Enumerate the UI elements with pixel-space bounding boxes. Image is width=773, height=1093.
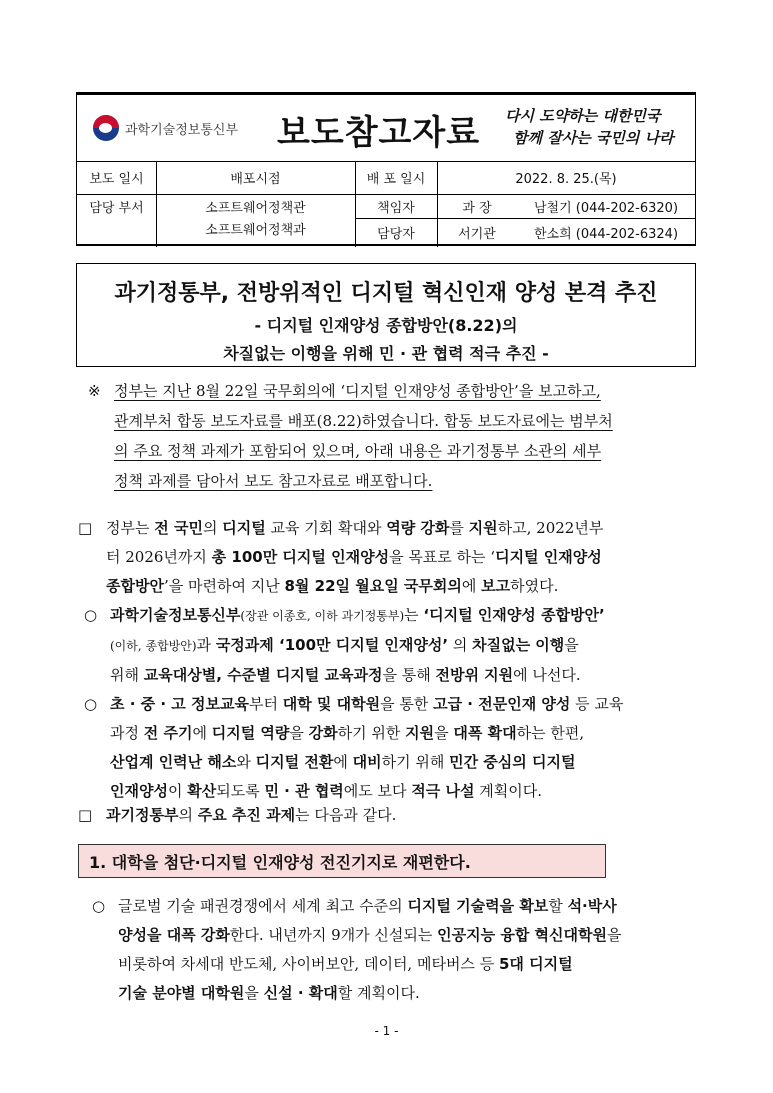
text: ‘디지털 인재양성 종합방안’ — [423, 606, 605, 624]
text: 등 교육 — [570, 695, 624, 713]
paragraph-5 — [92, 892, 708, 1008]
p3-line1 — [110, 690, 708, 719]
text: 8월 22일 월요일 국무회의 — [284, 577, 462, 595]
resp-title: 과 장 — [462, 200, 492, 216]
circle-bullet: ○ — [92, 897, 106, 915]
dept-value-2: 소프트웨어정책과 — [205, 223, 306, 238]
text: 과 — [196, 636, 216, 654]
text: 민간 중심의 디지털 — [449, 753, 576, 771]
text: 국정과제 ‘100만 디지털 인재양성’ — [215, 636, 449, 654]
text: 디지털 — [222, 519, 266, 537]
text: 확산 — [187, 782, 217, 800]
p3-line3 — [110, 748, 708, 777]
text: 전 국민 — [154, 519, 203, 537]
text: 하고, 2022년부 — [497, 519, 604, 537]
text: 인공지능 융합 혁신대학원 — [437, 926, 607, 944]
government-slogan — [505, 105, 685, 149]
page-number: - 1 - — [374, 1024, 399, 1038]
text: 차질없는 이행 — [472, 636, 565, 654]
release-value: 배포시점 — [230, 172, 281, 187]
text: 을 통해 — [382, 666, 436, 684]
text: 디지털 역량 — [211, 724, 290, 742]
contact-title: 서기관 — [458, 226, 496, 242]
text: 을 — [564, 636, 579, 654]
text: 대폭 확대 — [453, 724, 517, 742]
text: (이하, 종합방안) — [110, 639, 197, 653]
ministry-name: 과학기술정보통신부 — [125, 122, 239, 138]
paragraph-2 — [84, 601, 708, 690]
p3-line2 — [110, 719, 708, 748]
text: 교육대상별, 수준별 디지털 교육과정 — [143, 666, 383, 684]
text: 에 나선다. — [513, 666, 581, 684]
text: 정부는 — [106, 519, 155, 537]
doc-type-title: 보도참고자료 — [277, 113, 481, 153]
headline-title: 과기정통부, 전방위적인 디지털 혁신인재 양성 본격 추진 — [114, 281, 658, 306]
text: 에 — [461, 577, 482, 595]
text: 디지털 인재양성 — [495, 548, 602, 566]
p5-line4 — [118, 979, 708, 1008]
text: 을 — [607, 926, 622, 944]
text: 에 — [333, 753, 353, 771]
text: 지원 — [468, 519, 498, 537]
text: 을 목표로 하는 ‘ — [389, 548, 496, 566]
text: 을 — [289, 724, 309, 742]
text: 하는 한편, — [516, 724, 585, 742]
text: 을 통한 — [380, 695, 434, 713]
resp-name: 남철기 (044-202-6320) — [533, 200, 679, 216]
header-banner — [77, 95, 695, 162]
text: 이 — [167, 782, 188, 800]
p1-line1 — [106, 514, 708, 543]
release-label: 보도 일시 — [89, 172, 144, 187]
text: 과학기술정보통신부 — [110, 606, 241, 624]
contact-label: 담당자 — [377, 226, 415, 242]
p1-line3 — [106, 572, 708, 601]
text: 인재양성 — [110, 782, 168, 800]
notice-line2: 관계부처 합동 보도자료를 배포(8.22)하였습니다. 합동 보도자료에는 범부처 — [114, 412, 613, 430]
text: ’을 마련하여 지난 — [163, 577, 285, 595]
dist-label: 배 포 일시 — [366, 172, 426, 187]
p2-line1 — [110, 601, 708, 631]
text: 는 다음과 같다. — [295, 806, 397, 824]
text: 하였다. — [510, 577, 559, 595]
text: 을 — [434, 724, 454, 742]
text: 보고 — [481, 577, 511, 595]
p5-line2 — [118, 921, 708, 950]
text: 하기 위한 — [337, 724, 406, 742]
text: 신설 · 확대 — [263, 984, 338, 1002]
dept-value — [156, 196, 355, 244]
headline-box — [76, 263, 696, 367]
text: 전 주기 — [143, 724, 193, 742]
dept-value-1: 소프트웨어정책관 — [205, 201, 306, 216]
text: 총 100만 디지털 인재양성 — [211, 548, 390, 566]
text: 할 — [548, 897, 568, 915]
text: 부터 — [248, 695, 283, 713]
text: 글로벌 기술 패권경쟁에서 세계 최고 수준의 — [118, 897, 408, 915]
ministry-logo — [93, 115, 238, 141]
text: 되도록 — [216, 782, 265, 800]
reference-mark: ※ — [88, 382, 101, 400]
slogan-line2: 함께 잘사는 국민의 나라 — [513, 129, 674, 147]
square-bullet: □ — [78, 519, 93, 537]
p1-line2 — [106, 543, 708, 572]
text: 비롯하여 차세대 반도체, 사이버보안, 데이터, 메타버스 등 — [118, 955, 499, 973]
text: 와 — [236, 753, 256, 771]
text: (장관 이종호, 이하 과기정통부) — [240, 609, 405, 623]
text: 을 — [244, 984, 264, 1002]
text: 역량 강화 — [386, 519, 450, 537]
headline-sub2: 차질없는 이행을 위해 민 · 관 협력 적극 추진 - — [223, 344, 549, 363]
text: 기술 분야별 대학원 — [118, 984, 245, 1002]
paragraph-3 — [84, 690, 708, 806]
text: 강화 — [308, 724, 338, 742]
text: 대비 — [352, 753, 382, 771]
section-heading-1: 1. 대학을 첨단·디지털 인재양성 전진기지로 재편한다. — [78, 844, 606, 878]
circle-bullet: ○ — [84, 606, 98, 624]
text: 적극 나설 — [411, 782, 475, 800]
text: 고급 · 전문인재 양성 — [433, 695, 571, 713]
text: 과기정통부 — [106, 806, 179, 824]
text: 한다. 내년까지 9개가 신설되는 — [229, 926, 438, 944]
notice-line1: 정부는 지난 8월 22일 국무회의에 ‘디지털 인재양성 종합방안’을 보고하고, — [114, 382, 601, 400]
text: 터 2026년까지 — [106, 548, 212, 566]
circle-bullet: ○ — [84, 695, 98, 713]
text: 할 계획이다. — [337, 984, 420, 1002]
paragraph-4 — [78, 801, 708, 830]
text: 전방위 지원 — [435, 666, 514, 684]
square-bullet: □ — [78, 806, 93, 824]
paragraph-1 — [78, 514, 708, 601]
contact-name: 한소희 (044-202-6324) — [533, 226, 679, 242]
dept-label: 담당 부서 — [89, 200, 144, 216]
text: 대학 및 대학원 — [282, 695, 381, 713]
text: 민 · 관 협력 — [264, 782, 344, 800]
text: 산업계 인력난 해소 — [110, 753, 237, 771]
notice-block — [88, 376, 704, 496]
text: 종합방안 — [106, 577, 164, 595]
text: 디지털 전환 — [255, 753, 334, 771]
header-table — [76, 92, 696, 246]
text: 의 — [202, 519, 223, 537]
text: 디지털 기술력을 확보 — [407, 897, 549, 915]
text: 하기 위해 — [381, 753, 450, 771]
text: 에 — [192, 724, 212, 742]
text: 5대 디지털 — [498, 955, 573, 973]
text: 양성을 대폭 강화 — [118, 926, 230, 944]
taegeuk-icon — [93, 115, 119, 141]
text: 를 — [449, 519, 469, 537]
p2-line3 — [110, 661, 708, 690]
text: 위해 — [110, 666, 144, 684]
text: 석·박사 — [567, 897, 617, 915]
slogan-line1: 다시 도약하는 대한민국 — [505, 107, 661, 125]
dist-value: 2022. 8. 25.(목) — [515, 172, 617, 187]
text: 의 — [178, 806, 198, 824]
p5-line1 — [118, 892, 708, 921]
p2-line2 — [110, 631, 708, 661]
text: 의 — [448, 636, 473, 654]
notice-line3: 의 주요 정책 과제가 포함되어 있으며, 아래 내용은 과기정통부 소관의 세부 — [114, 442, 602, 460]
headline-sub1: - 디지털 인재양성 종합방안(8.22)의 — [254, 316, 518, 335]
text: 주요 추진 과제 — [197, 806, 296, 824]
text: 초 · 중 · 고 정보교육 — [110, 695, 249, 713]
text: 에도 보다 — [343, 782, 412, 800]
text: 교육 기회 확대와 — [265, 519, 387, 537]
text: 과정 — [110, 724, 144, 742]
text: 계획이다. — [474, 782, 542, 800]
resp-label: 책임자 — [377, 200, 415, 216]
text: 는 — [404, 606, 424, 624]
p4-line1 — [106, 801, 708, 830]
text: 지원 — [405, 724, 435, 742]
notice-line4: 정책 과제를 담아서 보도 참고자료로 배포합니다. — [114, 472, 433, 490]
p5-line3 — [118, 950, 708, 979]
